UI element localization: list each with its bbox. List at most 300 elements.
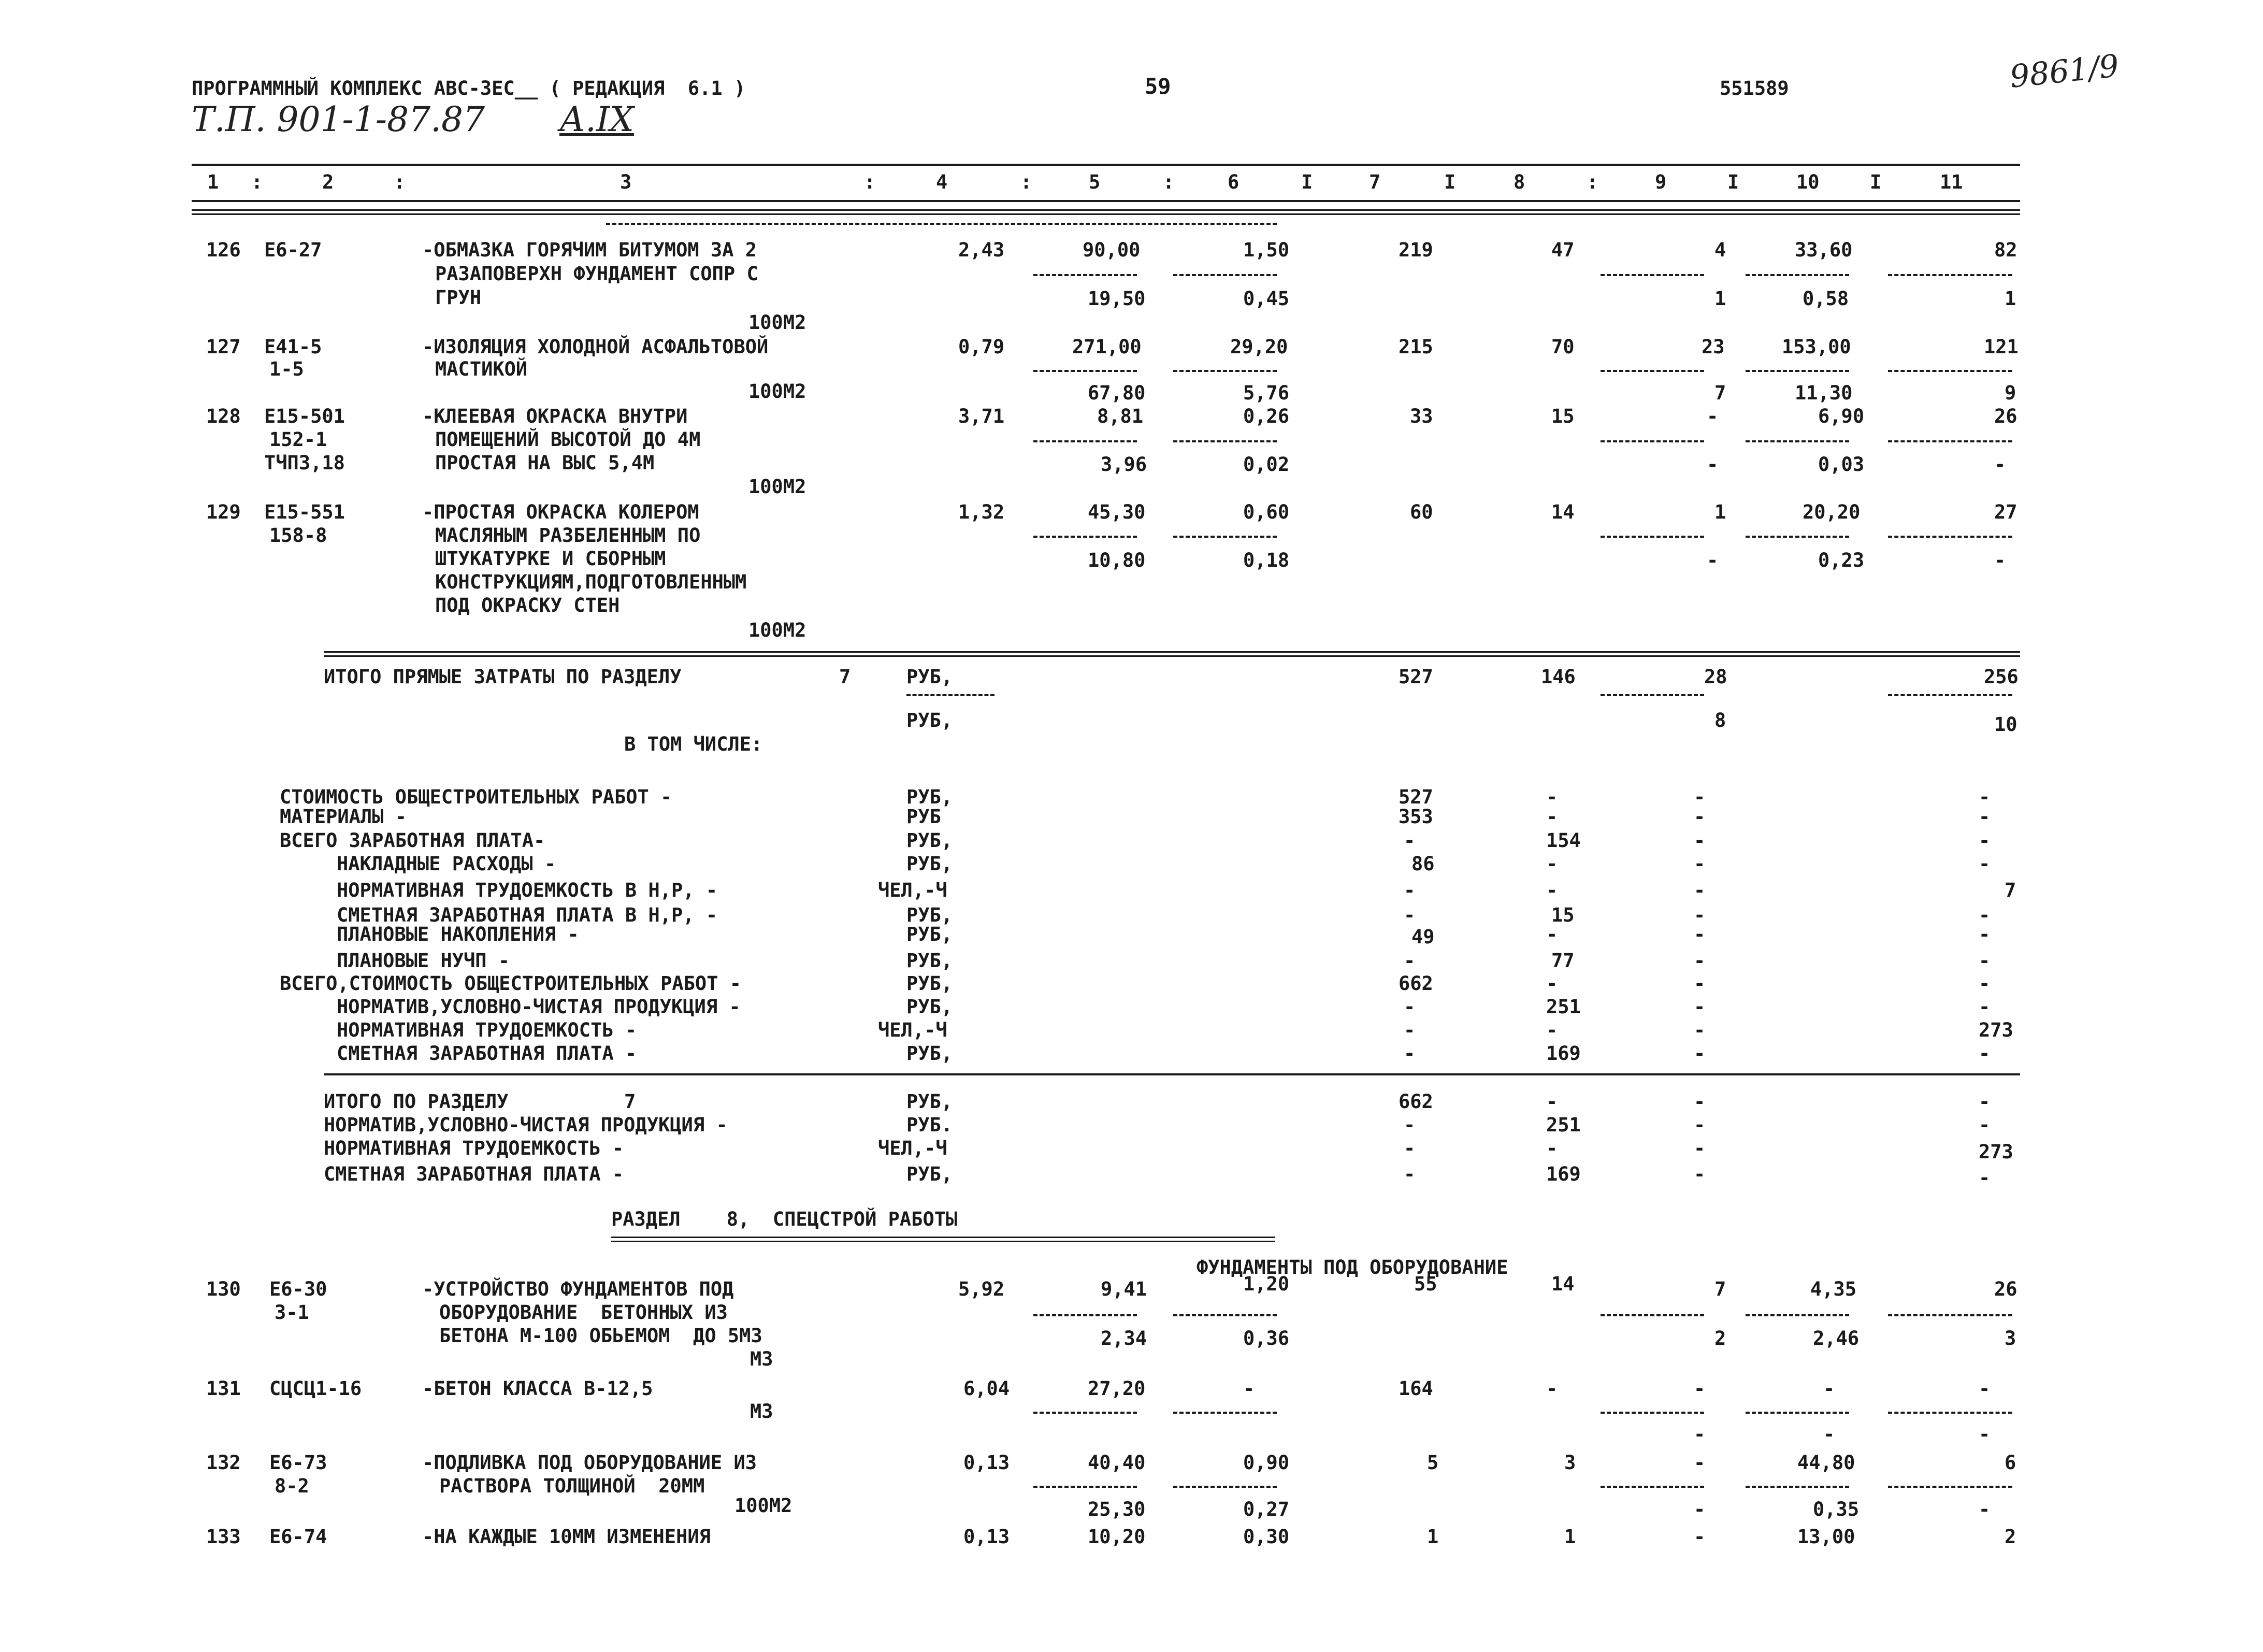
subline — [1033, 440, 1137, 442]
handwritten-project-number: Т.П. 901-1-87.87 — [192, 99, 485, 139]
dash: - — [1979, 1090, 1991, 1113]
col8-value: 3 — [1564, 1452, 1576, 1474]
subline — [1601, 536, 1704, 538]
col8-value: 1 — [1564, 1526, 1576, 1548]
col10-value: 6,90 — [1818, 405, 1865, 427]
unit-cost: 45,30 — [1088, 501, 1146, 523]
col11-value: 26 — [1994, 405, 2017, 427]
unit-cost-sub: 3,96 — [1101, 453, 1147, 476]
col11-sub: - — [1994, 549, 2006, 571]
col6-value: 0,26 — [1243, 405, 1290, 427]
col-4: 4 — [936, 171, 948, 193]
unit-rub: РУБ, — [906, 666, 953, 688]
breakdown-label: СМЕТНАЯ ЗАРАБОТНАЯ ПЛАТА - — [324, 1163, 624, 1185]
col11-sub: 1 — [2005, 288, 2016, 310]
dash: - — [1979, 853, 1991, 875]
quantity: 0,13 — [963, 1526, 1010, 1548]
col9-sub: 1 — [1714, 288, 1726, 310]
unit-cost: 27,20 — [1088, 1377, 1146, 1400]
breakdown-value: 77 — [1551, 950, 1575, 972]
breakdown-value: 273 — [1979, 1141, 2013, 1163]
col7-value: 55 — [1414, 1273, 1437, 1295]
norm-code-line2: 152-1 — [269, 428, 327, 451]
breakdown-value: 86 — [1411, 853, 1435, 875]
work-description: -УСТРОЙСТВО ФУНДАМЕНТОВ ПОД — [422, 1278, 734, 1300]
col-sep: I — [1444, 171, 1456, 193]
dash: - — [1694, 904, 1706, 926]
total-direct-label: ИТОГО ПРЯМЫЕ ЗАТРАТЫ ПО РАЗДЕЛУ — [324, 666, 682, 688]
subline — [1601, 274, 1704, 276]
col10-sub: 2,46 — [1813, 1327, 1860, 1349]
breakdown-value: 169 — [1546, 1042, 1581, 1065]
dash: - — [1546, 786, 1558, 808]
col8-value: 47 — [1551, 239, 1575, 261]
subline — [1888, 440, 2012, 442]
breakdown-label: НОРМАТИВНАЯ ТРУДОЕМКОСТЬ - — [337, 1019, 637, 1041]
breakdown-label: ПЛАНОВЫЕ НУЧП - — [337, 950, 510, 972]
col11-value: 2 — [2005, 1526, 2016, 1548]
col9-sub: - — [1707, 549, 1719, 571]
breakdown-value: 273 — [1979, 1019, 2013, 1041]
unit-rub: РУБ, — [906, 853, 953, 875]
work-description: РАСТВОРА ТОЛЩИНОЙ 20ММ — [439, 1475, 705, 1497]
breakdown-value: 169 — [1546, 1163, 1581, 1185]
dash: - — [1404, 1137, 1416, 1159]
norm-code: СЦСЦ1-16 — [269, 1377, 362, 1400]
col11-value: 6 — [2005, 1452, 2016, 1474]
col-10: 10 — [1796, 171, 1820, 193]
subline — [1173, 536, 1277, 538]
col-2: 2 — [322, 171, 334, 193]
col-3: 3 — [620, 171, 632, 193]
col6-sub: 0,18 — [1243, 549, 1290, 571]
unit-chel: ЧЕЛ,-Ч — [878, 879, 947, 901]
norm-code: Е15-551 — [264, 501, 345, 523]
dash: - — [1694, 879, 1706, 901]
norm-code-line2: 1-5 — [269, 358, 304, 380]
subline — [1173, 1314, 1277, 1316]
breakdown-value: 353 — [1399, 806, 1433, 828]
breakdown-label: НОРМАТИВНАЯ ТРУДОЕМКОСТЬ - — [324, 1137, 624, 1159]
col6-value: 0,30 — [1243, 1526, 1290, 1548]
work-description: -ПРОСТАЯ ОКРАСКА КОЛЕРОМ — [422, 501, 699, 523]
unit-rub: РУБ, — [906, 829, 953, 852]
breakdown-value: 251 — [1546, 1114, 1581, 1136]
col9-sub: - — [1694, 1498, 1706, 1520]
work-description: -КЛЕЕВАЯ ОКРАСКА ВНУТРИ — [422, 405, 688, 427]
col8-value: 70 — [1551, 336, 1575, 358]
norm-code: Е6-30 — [269, 1278, 327, 1300]
dash: - — [1694, 1163, 1706, 1185]
dash: - — [1546, 1137, 1558, 1159]
unit: 100М2 — [748, 476, 806, 498]
dash: - — [1546, 1019, 1558, 1041]
dash: - — [1404, 1042, 1416, 1065]
col-8: 8 — [1514, 171, 1525, 193]
work-description: ПРОСТАЯ НА ВЫС 5,4М — [435, 452, 655, 474]
row-number: 133 — [206, 1526, 241, 1548]
unit-rub: РУБ, — [906, 972, 953, 995]
total-col8: 146 — [1541, 666, 1576, 688]
norm-code: Е15-501 — [264, 405, 345, 427]
col9-sub: - — [1694, 1423, 1706, 1445]
breakdown-label: НОРМАТИВ,УСЛОВНО-ЧИСТАЯ ПРОДУКЦИЯ - — [324, 1114, 728, 1136]
norm-code: Е6-27 — [264, 239, 322, 261]
work-description: МАСЛЯНЫМ РАЗБЕЛЕННЫМ ПО — [435, 524, 701, 547]
unit-cost-sub: 19,50 — [1088, 288, 1146, 310]
col-sep: : — [1587, 171, 1598, 193]
col10-value: 33,60 — [1795, 239, 1853, 261]
subline — [1888, 1314, 2012, 1316]
dash: - — [1694, 786, 1706, 808]
col11-sub: 3 — [2005, 1327, 2016, 1349]
col8-value: 14 — [1551, 1273, 1575, 1295]
row-number: 131 — [206, 1377, 241, 1400]
work-description: КОНСТРУКЦИЯМ,ПОДГОТОВЛЕННЫМ — [435, 571, 747, 593]
program-title: ПРОГРАММНЫЙ КОМПЛЕКС АВС-3ЕС__ ( РЕДАКЦИЯ 6.1 ) — [192, 77, 746, 99]
dash: - — [1979, 972, 1991, 995]
dash: - — [1694, 1137, 1706, 1159]
work-description: ГРУН — [435, 286, 482, 309]
subline — [1033, 274, 1137, 276]
col6-value: 29,20 — [1230, 336, 1288, 358]
header-top-rule — [192, 164, 2020, 166]
quantity: 5,92 — [958, 1278, 1005, 1300]
unit-rub: РУБ, — [906, 996, 953, 1018]
col11-sub: - — [1979, 1498, 1991, 1520]
work-description: ПОД ОКРАСКУ СТЕН — [435, 594, 620, 616]
total-col11: 256 — [1984, 666, 2019, 688]
subline — [1888, 1412, 2012, 1414]
work-description: ОБОРУДОВАНИЕ БЕТОННЫХ ИЗ — [439, 1301, 728, 1324]
row-number: 126 — [206, 239, 241, 261]
col-sep: : — [864, 171, 876, 193]
work-description: БЕТОНА М-100 ОБЬЕМОМ ДО 5М3 — [439, 1325, 762, 1347]
work-description: РАЗАПОВЕРХН ФУНДАМЕНТ СОПР С — [435, 263, 758, 285]
norm-code: Е41-5 — [264, 336, 322, 358]
work-description: -ОБМАЗКА ГОРЯЧИМ БИТУМОМ ЗА 2 — [422, 239, 757, 261]
norm-code-line2: 3-1 — [275, 1301, 309, 1324]
dash: - — [1694, 829, 1706, 852]
breakdown-value: 49 — [1411, 926, 1435, 948]
unit: 100М2 — [748, 380, 806, 403]
col11-sub: - — [1994, 453, 2006, 476]
dash: - — [1694, 1019, 1706, 1041]
section-title: РАЗДЕЛ 8, СПЕЦСТРОЙ РАБОТЫ — [611, 1208, 958, 1230]
unit-chel: ЧЕЛ,-Ч — [878, 1137, 947, 1159]
col-6: 6 — [1228, 171, 1239, 193]
dash: - — [1546, 972, 1558, 995]
col-sep: I — [1870, 171, 1882, 193]
breakdown-value: 154 — [1546, 829, 1581, 852]
col6-value: 0,90 — [1243, 1452, 1290, 1474]
dash: - — [1979, 829, 1991, 852]
unit-rub: РУБ, — [906, 1090, 953, 1113]
col9-value: 1 — [1714, 501, 1726, 523]
dash: - — [1404, 904, 1416, 926]
dash: - — [1404, 1114, 1416, 1136]
subline — [1033, 370, 1137, 372]
subline — [1601, 694, 1704, 696]
subline — [1601, 440, 1704, 442]
col9-value: 4 — [1714, 239, 1726, 261]
col8-value: 14 — [1551, 501, 1575, 523]
col-sep: : — [1020, 171, 1032, 193]
dash: - — [1404, 996, 1416, 1018]
subline — [1746, 440, 1849, 442]
total-col11-sub: 10 — [1994, 713, 2017, 736]
unit-cost-sub: 25,30 — [1088, 1498, 1146, 1520]
unit-cost: 10,20 — [1088, 1526, 1146, 1548]
dash: - — [1694, 996, 1706, 1018]
quantity: 6,04 — [963, 1377, 1010, 1400]
col10-sub: 0,03 — [1818, 453, 1865, 476]
col-7: 7 — [1369, 171, 1381, 193]
section-number: 7 — [624, 1090, 636, 1113]
row-number: 127 — [206, 336, 241, 358]
breakdown-label: НОРМАТИВ,УСЛОВНО-ЧИСТАЯ ПРОДУКЦИЯ - — [337, 996, 741, 1018]
unit-cost-sub: 67,80 — [1088, 382, 1146, 404]
col-sep: I — [1301, 171, 1313, 193]
unit-cost-sub: 10,80 — [1088, 549, 1146, 571]
col8-value: 15 — [1551, 405, 1575, 427]
col6-value: - — [1243, 1377, 1255, 1400]
dash: - — [1404, 879, 1416, 901]
col10-value: 20,20 — [1803, 501, 1861, 523]
subline — [1746, 274, 1849, 276]
quantity: 3,71 — [958, 405, 1005, 427]
col9-value: - — [1694, 1452, 1706, 1474]
subline — [1033, 1412, 1137, 1414]
breakdown-value: 7 — [2005, 879, 2016, 901]
subline — [1033, 1486, 1137, 1488]
unit-rub: РУБ, — [906, 1042, 953, 1065]
section-total-rule — [324, 651, 2020, 657]
subline — [1888, 694, 2012, 696]
col-5: 5 — [1089, 171, 1101, 193]
unit-cost: 90,00 — [1083, 239, 1141, 261]
work-description: -ПОДЛИВКА ПОД ОБОРУДОВАНИЕ ИЗ — [422, 1452, 757, 1474]
col6-sub: 0,36 — [1243, 1327, 1290, 1349]
unit-rub: РУБ, — [906, 1163, 953, 1185]
section-divider — [606, 223, 1277, 225]
breakdown-label: СМЕТНАЯ ЗАРАБОТНАЯ ПЛАТА - — [337, 1042, 637, 1065]
col7-value: 1 — [1427, 1526, 1439, 1548]
col7-value: 215 — [1399, 336, 1433, 358]
total-col9-sub: 8 — [1714, 709, 1726, 731]
dash: - — [1546, 806, 1558, 828]
breakdown-label: СТОИМОСТЬ ОБЩЕСТРОИТЕЛЬНЫХ РАБОТ - — [280, 786, 672, 808]
col9-sub: 7 — [1714, 382, 1726, 404]
col10-sub: 0,35 — [1813, 1498, 1860, 1520]
subline — [1888, 536, 2012, 538]
row-number: 132 — [206, 1452, 241, 1474]
subline — [1033, 1314, 1137, 1316]
total-col7: 527 — [1399, 666, 1433, 688]
norm-code-line3: ТЧП3,18 — [264, 452, 345, 474]
subline — [1746, 536, 1849, 538]
unit-rub: РУБ — [906, 806, 941, 828]
col7-value: 219 — [1399, 239, 1433, 261]
col-1: 1 — [207, 171, 219, 193]
col10-value: 4,35 — [1810, 1278, 1857, 1300]
col7-value: 164 — [1399, 1377, 1433, 1400]
subline — [1173, 370, 1277, 372]
breakdown-label: ВСЕГО ЗАРАБОТНАЯ ПЛАТА- — [280, 829, 545, 852]
unit-rub: РУБ, — [906, 923, 953, 945]
work-description: -ИЗОЛЯЦИЯ ХОЛОДНОЙ АСФАЛЬТОВОЙ — [422, 336, 769, 358]
col7-value: 5 — [1427, 1452, 1439, 1474]
col10-sub: 0,58 — [1803, 288, 1849, 310]
col11-value: 82 — [1994, 239, 2017, 261]
col6-value: 1,50 — [1243, 239, 1290, 261]
dash: - — [1979, 786, 1991, 808]
norm-code-line2: 8-2 — [275, 1475, 309, 1497]
unit-rub: РУБ, — [906, 709, 953, 731]
dash: - — [1404, 1019, 1416, 1041]
unit-rub: РУБ, — [906, 904, 953, 926]
dash: - — [1979, 1114, 1991, 1136]
quantity: 1,32 — [958, 501, 1005, 523]
subline — [1746, 370, 1849, 372]
dash: - — [1979, 1042, 1991, 1065]
col10-sub: 0,23 — [1818, 549, 1865, 571]
work-description: МАСТИКОЙ — [435, 358, 528, 380]
subline — [1888, 1486, 2012, 1488]
document-code: 551589 — [1720, 77, 1789, 99]
subline — [1173, 274, 1277, 276]
unit-rub: РУБ, — [906, 950, 953, 972]
col6-value: 1,20 — [1243, 1273, 1290, 1295]
col10-value: 153,00 — [1782, 336, 1851, 358]
subline — [1746, 1314, 1849, 1316]
norm-code-line2: 158-8 — [269, 524, 327, 547]
col-sep: : — [394, 171, 406, 193]
dash: - — [1546, 879, 1558, 901]
header-double-rule — [192, 209, 2020, 215]
dash: - — [1694, 972, 1706, 995]
unit-cost: 40,40 — [1088, 1452, 1146, 1474]
breakdown-label: МАТЕРИАЛЫ - — [280, 806, 407, 828]
col9-value: - — [1694, 1377, 1706, 1400]
dash: - — [1694, 923, 1706, 945]
col11-value: 121 — [1984, 336, 2019, 358]
col7-value: 60 — [1410, 501, 1433, 523]
breakdown-label: ПЛАНОВЫЕ НАКОПЛЕНИЯ - — [337, 923, 579, 945]
including-label: В ТОМ ЧИСЛЕ: — [624, 733, 763, 755]
breakdown-value: 662 — [1399, 1090, 1433, 1113]
col-9: 9 — [1655, 171, 1667, 193]
total-col9: 28 — [1704, 666, 1727, 688]
col7-value: 33 — [1410, 405, 1433, 427]
col10-value: - — [1823, 1377, 1835, 1400]
breakdown-label: ВСЕГО,СТОИМОСТЬ ОБЩЕСТРОИТЕЛЬНЫХ РАБОТ - — [280, 972, 742, 995]
row-number: 130 — [206, 1278, 241, 1300]
col9-value: 23 — [1702, 336, 1725, 358]
col9-value: 7 — [1714, 1278, 1726, 1300]
dash: - — [1694, 1090, 1706, 1113]
unit: 100М2 — [748, 311, 806, 334]
subline — [1746, 1412, 1849, 1414]
subline — [1033, 536, 1137, 538]
dash: - — [1979, 996, 1991, 1018]
breakdown-value: 15 — [1551, 904, 1575, 926]
col-sep: : — [1163, 171, 1175, 193]
unit: 100М2 — [734, 1495, 792, 1517]
subline — [1746, 1486, 1849, 1488]
dash: - — [1694, 806, 1706, 828]
subline — [1888, 370, 2012, 372]
breakdown-label: СМЕТНАЯ ЗАРАБОТНАЯ ПЛАТА В Н,Р, - — [337, 904, 718, 926]
row-number: 129 — [206, 501, 241, 523]
dash: - — [1404, 829, 1416, 852]
work-description: ПОМЕЩЕНИЙ ВЫСОТОЙ ДО 4М — [435, 428, 701, 451]
unit-rub: РУБ, — [906, 786, 953, 808]
dash: - — [1694, 853, 1706, 875]
col11-sub: 9 — [2005, 382, 2016, 404]
subline — [1173, 1412, 1277, 1414]
subline — [1601, 1412, 1704, 1414]
col-11: 11 — [1940, 171, 1963, 193]
col11-value: 27 — [1994, 501, 2017, 523]
dash: - — [1979, 904, 1991, 926]
norm-code: Е6-74 — [269, 1526, 327, 1548]
col11-value: - — [1979, 1377, 1991, 1400]
breakdown-value: 251 — [1546, 996, 1581, 1018]
breakdown-label: НАКЛАДНЫЕ РАСХОДЫ - — [337, 853, 556, 875]
col-sep: I — [1727, 171, 1739, 193]
dash: - — [1546, 1090, 1558, 1113]
norm-code: Е6-73 — [269, 1452, 327, 1474]
unit: 100М2 — [748, 619, 806, 641]
col9-sub: 2 — [1714, 1327, 1726, 1349]
section-number: 7 — [839, 666, 851, 688]
col-sep: : — [251, 171, 263, 193]
subline — [1888, 274, 2012, 276]
row-number: 128 — [206, 405, 241, 427]
col8-value: - — [1546, 1377, 1558, 1400]
col9-value: - — [1694, 1526, 1706, 1548]
unit-chel: ЧЕЛ,-Ч — [878, 1019, 947, 1041]
dash: - — [1546, 923, 1558, 945]
dash: - — [1979, 806, 1991, 828]
dash: - — [1694, 1042, 1706, 1065]
subline — [1173, 1486, 1277, 1488]
section-subtitle: ФУНДАМЕНТЫ ПОД ОБОРУДОВАНИЕ — [1197, 1256, 1508, 1278]
dash: - — [1546, 853, 1558, 875]
col11-sub: - — [1979, 1423, 1991, 1445]
handwritten-album-number: А.IX — [559, 99, 635, 139]
subline — [906, 694, 994, 696]
unit-cost: 8,81 — [1097, 405, 1144, 427]
breakdown-value: 662 — [1399, 972, 1433, 995]
col6-sub: 5,76 — [1243, 382, 1290, 404]
quantity: 0,79 — [958, 336, 1005, 358]
col6-sub: 0,02 — [1243, 453, 1290, 476]
unit-cost-sub: 2,34 — [1101, 1327, 1147, 1349]
header-bottom-rule — [192, 200, 2020, 202]
col10-sub: - — [1823, 1423, 1835, 1445]
dash: - — [1404, 950, 1416, 972]
col6-sub: 0,27 — [1243, 1498, 1290, 1520]
work-description: -НА КАЖДЫЕ 10ММ ИЗМЕНЕНИЯ — [422, 1526, 711, 1548]
dash: - — [1979, 1167, 1991, 1189]
quantity: 2,43 — [958, 239, 1005, 261]
unit-cost: 271,00 — [1072, 336, 1142, 358]
subline — [1173, 440, 1277, 442]
unit: М3 — [750, 1400, 773, 1423]
col10-sub: 11,30 — [1795, 382, 1853, 404]
